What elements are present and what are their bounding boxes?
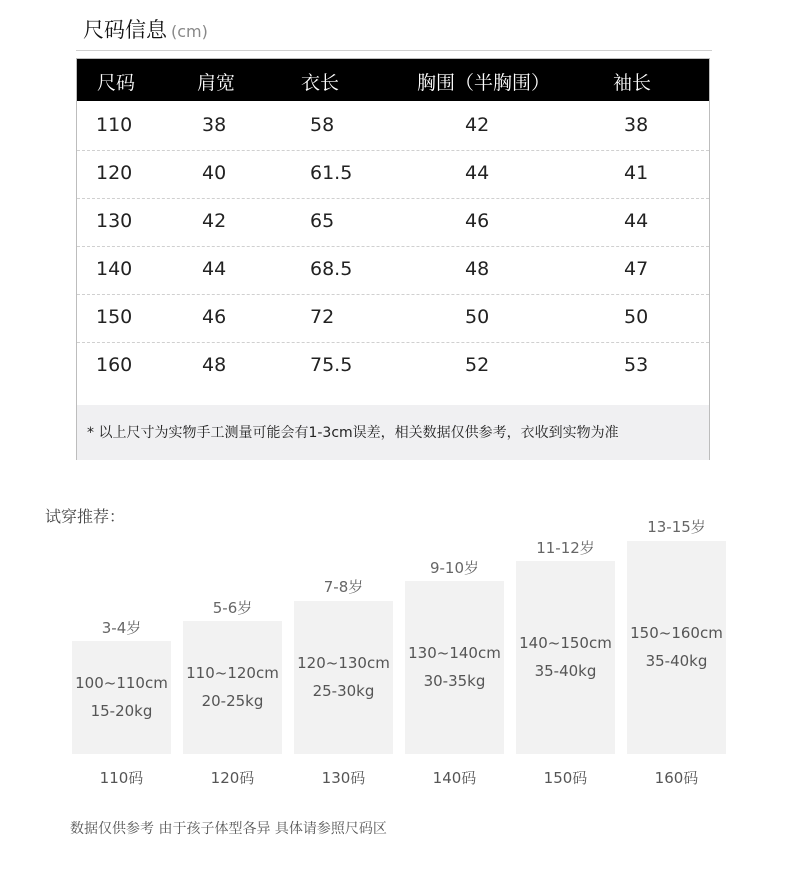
cell-sleeve: 44 (624, 210, 649, 232)
cell-shoulder: 46 (202, 306, 227, 328)
footer-note: 数据仅供参考 由于孩子体型各异 具体请参照尺码区 (70, 821, 387, 837)
age-label: 7-8岁 (323, 578, 364, 596)
header-length: 衣长 (301, 72, 340, 94)
title-divider (76, 50, 712, 51)
height-range: 140~150cm (519, 634, 612, 652)
size-label: 110码 (99, 769, 144, 787)
cell-shoulder: 40 (202, 162, 227, 184)
weight-range: 35-40kg (645, 652, 708, 670)
recommend-title: 试穿推荐： (45, 507, 126, 526)
table-row (77, 103, 709, 151)
recommend-card (627, 541, 726, 754)
weight-range: 20-25kg (201, 692, 264, 710)
header-shoulder: 肩宽 (197, 72, 236, 94)
recommend-card (294, 601, 393, 754)
height-range: 150~160cm (630, 624, 723, 642)
height-range: 120~130cm (297, 654, 390, 672)
cell-shoulder: 44 (202, 258, 227, 280)
cell-length: 68.5 (310, 258, 353, 280)
table-row (77, 151, 709, 199)
weight-range: 30-35kg (423, 672, 486, 690)
note-band (77, 405, 709, 460)
size-table (76, 58, 710, 460)
cell-length: 72 (310, 306, 335, 328)
cell-chest: 48 (465, 258, 490, 280)
cell-size: 130 (96, 210, 133, 232)
cell-length: 75.5 (310, 354, 353, 376)
cell-length: 65 (310, 210, 335, 232)
cell-size: 120 (96, 162, 133, 184)
table-row (77, 199, 709, 247)
size-label: 150码 (543, 769, 588, 787)
height-range: 100~110cm (75, 674, 168, 692)
table-row (77, 247, 709, 295)
cell-sleeve: 47 (624, 258, 649, 280)
cell-sleeve: 50 (624, 306, 649, 328)
unit-label: (cm) (171, 22, 208, 41)
size-label: 120码 (210, 769, 255, 787)
recommend-card (405, 581, 504, 754)
age-label: 11-12岁 (536, 539, 595, 557)
height-range: 110~120cm (186, 664, 279, 682)
table-header (77, 59, 709, 101)
size-label: 160码 (654, 769, 699, 787)
cell-shoulder: 38 (202, 114, 227, 136)
size-label: 140码 (432, 769, 477, 787)
age-label: 3-4岁 (101, 619, 142, 637)
cell-length: 58 (310, 114, 335, 136)
age-label: 5-6岁 (212, 599, 253, 617)
cell-sleeve: 41 (624, 162, 649, 184)
page-title (83, 14, 208, 44)
recommend-card (183, 621, 282, 754)
cell-chest: 50 (465, 306, 490, 328)
cell-sleeve: 53 (624, 354, 649, 376)
weight-range: 35-40kg (534, 662, 597, 680)
cell-chest: 46 (465, 210, 490, 232)
header-chest: 胸围（半胸围） (417, 72, 551, 94)
cell-shoulder: 48 (202, 354, 227, 376)
weight-range: 15-20kg (90, 702, 153, 720)
size-label: 130码 (321, 769, 366, 787)
recommend-card (516, 561, 615, 754)
cell-size: 110 (96, 114, 133, 136)
header-sleeve: 袖长 (613, 72, 652, 94)
cell-size: 160 (96, 354, 133, 376)
cell-sleeve: 38 (624, 114, 649, 136)
weight-range: 25-30kg (312, 682, 375, 700)
page-title-text: 尺码信息 (83, 18, 167, 42)
cell-chest: 44 (465, 162, 490, 184)
age-label: 9-10岁 (429, 559, 480, 577)
cell-shoulder: 42 (202, 210, 227, 232)
cell-size: 140 (96, 258, 133, 280)
table-row (77, 295, 709, 343)
recommend-card (72, 641, 171, 754)
cell-chest: 52 (465, 354, 490, 376)
measurement-note: * 以上尺寸为实物手工测量可能会有1-3cm误差，相关数据仅供参考，衣收到实物为准 (87, 425, 619, 441)
cell-length: 61.5 (310, 162, 353, 184)
cell-size: 150 (96, 306, 133, 328)
age-label: 13-15岁 (647, 518, 706, 536)
height-range: 130~140cm (408, 644, 501, 662)
header-size: 尺码 (97, 72, 136, 94)
table-row (77, 343, 709, 391)
cell-chest: 42 (465, 114, 490, 136)
